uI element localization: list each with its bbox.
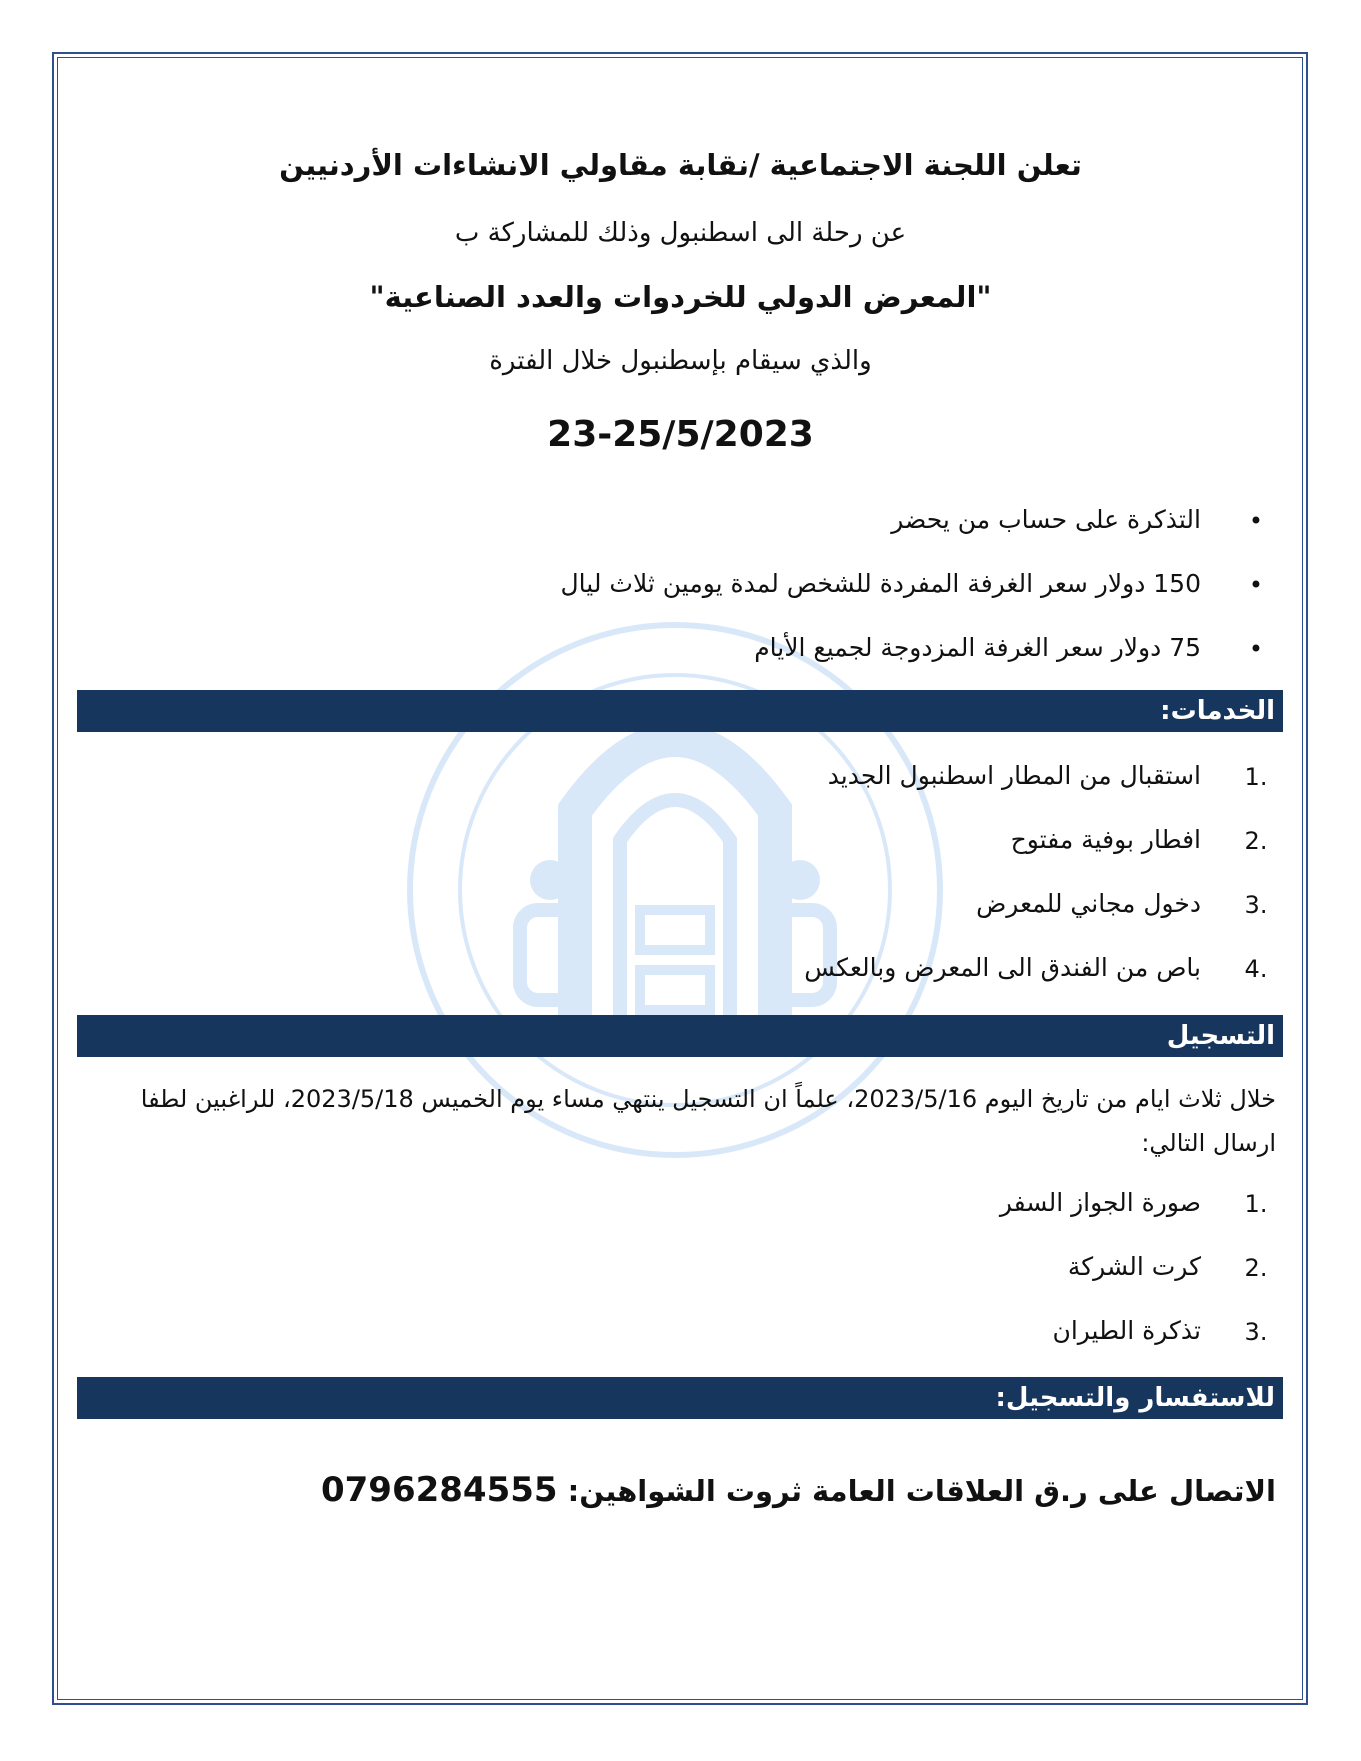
registration-item: صورة الجواز السفر — [999, 1188, 1201, 1217]
inquiry-heading: للاستفسار والتسجيل: — [995, 1383, 1275, 1413]
list-number: 3. — [1244, 891, 1268, 919]
list-number: 3. — [1244, 1318, 1268, 1346]
pricing-item: التذكرة على حساب من يحضر — [891, 505, 1201, 534]
list-number: 1. — [1244, 763, 1268, 791]
service-item: دخول مجاني للمعرض — [976, 889, 1201, 918]
announcement-title: تعلن اللجنة الاجتماعية /نقابة مقاولي الانشاءات الأردنيين — [279, 148, 1082, 182]
list-number: 2. — [1244, 1254, 1268, 1282]
inquiry-heading-bar — [77, 1377, 1283, 1419]
contact-text: الاتصال على ر.ق العلاقات العامة ثروت الشواهين: — [567, 1474, 1276, 1508]
registration-heading-bar — [77, 1015, 1283, 1057]
date-range: 23-25/5/2023 — [547, 414, 814, 455]
registration-item: كرت الشركة — [1067, 1252, 1201, 1281]
bullet-icon: • — [1248, 571, 1264, 599]
list-number: 2. — [1244, 827, 1268, 855]
service-item: استقبال من المطار اسطنبول الجديد — [827, 761, 1201, 790]
contact-line — [321, 1470, 1276, 1510]
pricing-item: 75 دولار سعر الغرفة المزدوجة لجميع الأيام — [754, 633, 1201, 662]
registration-heading: التسجيل — [1166, 1021, 1275, 1051]
exhibition-name: "المعرض الدولي للخردوات والعدد الصناعية" — [369, 280, 992, 314]
service-item: افطار بوفية مفتوح — [1010, 825, 1201, 854]
phone-number: 0796284555 — [320, 1470, 558, 1510]
pricing-item: 150 دولار سعر الغرفة المفردة للشخص لمدة يومين ثلاث ليال — [560, 569, 1201, 598]
registration-item: تذكرة الطيران — [1052, 1316, 1201, 1345]
registration-paragraph: خلال ثلاث ايام من تاريخ اليوم 2023/5/16، علماً ان التسجيل ينتهي مساء يوم الخميس 2023/5/18، للراغبين لطفا ارسال التالي: — [140, 1085, 1276, 1157]
bullet-icon: • — [1248, 635, 1264, 663]
venue-line: والذي سيقام بإسطنبول خلال الفترة — [489, 346, 872, 376]
list-number: 4. — [1244, 955, 1268, 983]
trip-line: عن رحلة الى اسطنبول وذلك للمشاركة ب — [454, 218, 907, 248]
list-number: 1. — [1244, 1190, 1268, 1218]
services-heading-bar — [77, 690, 1283, 732]
service-item: باص من الفندق الى المعرض وبالعكس — [804, 953, 1201, 982]
bullet-icon: • — [1248, 507, 1264, 535]
services-heading: الخدمات: — [1160, 696, 1275, 726]
